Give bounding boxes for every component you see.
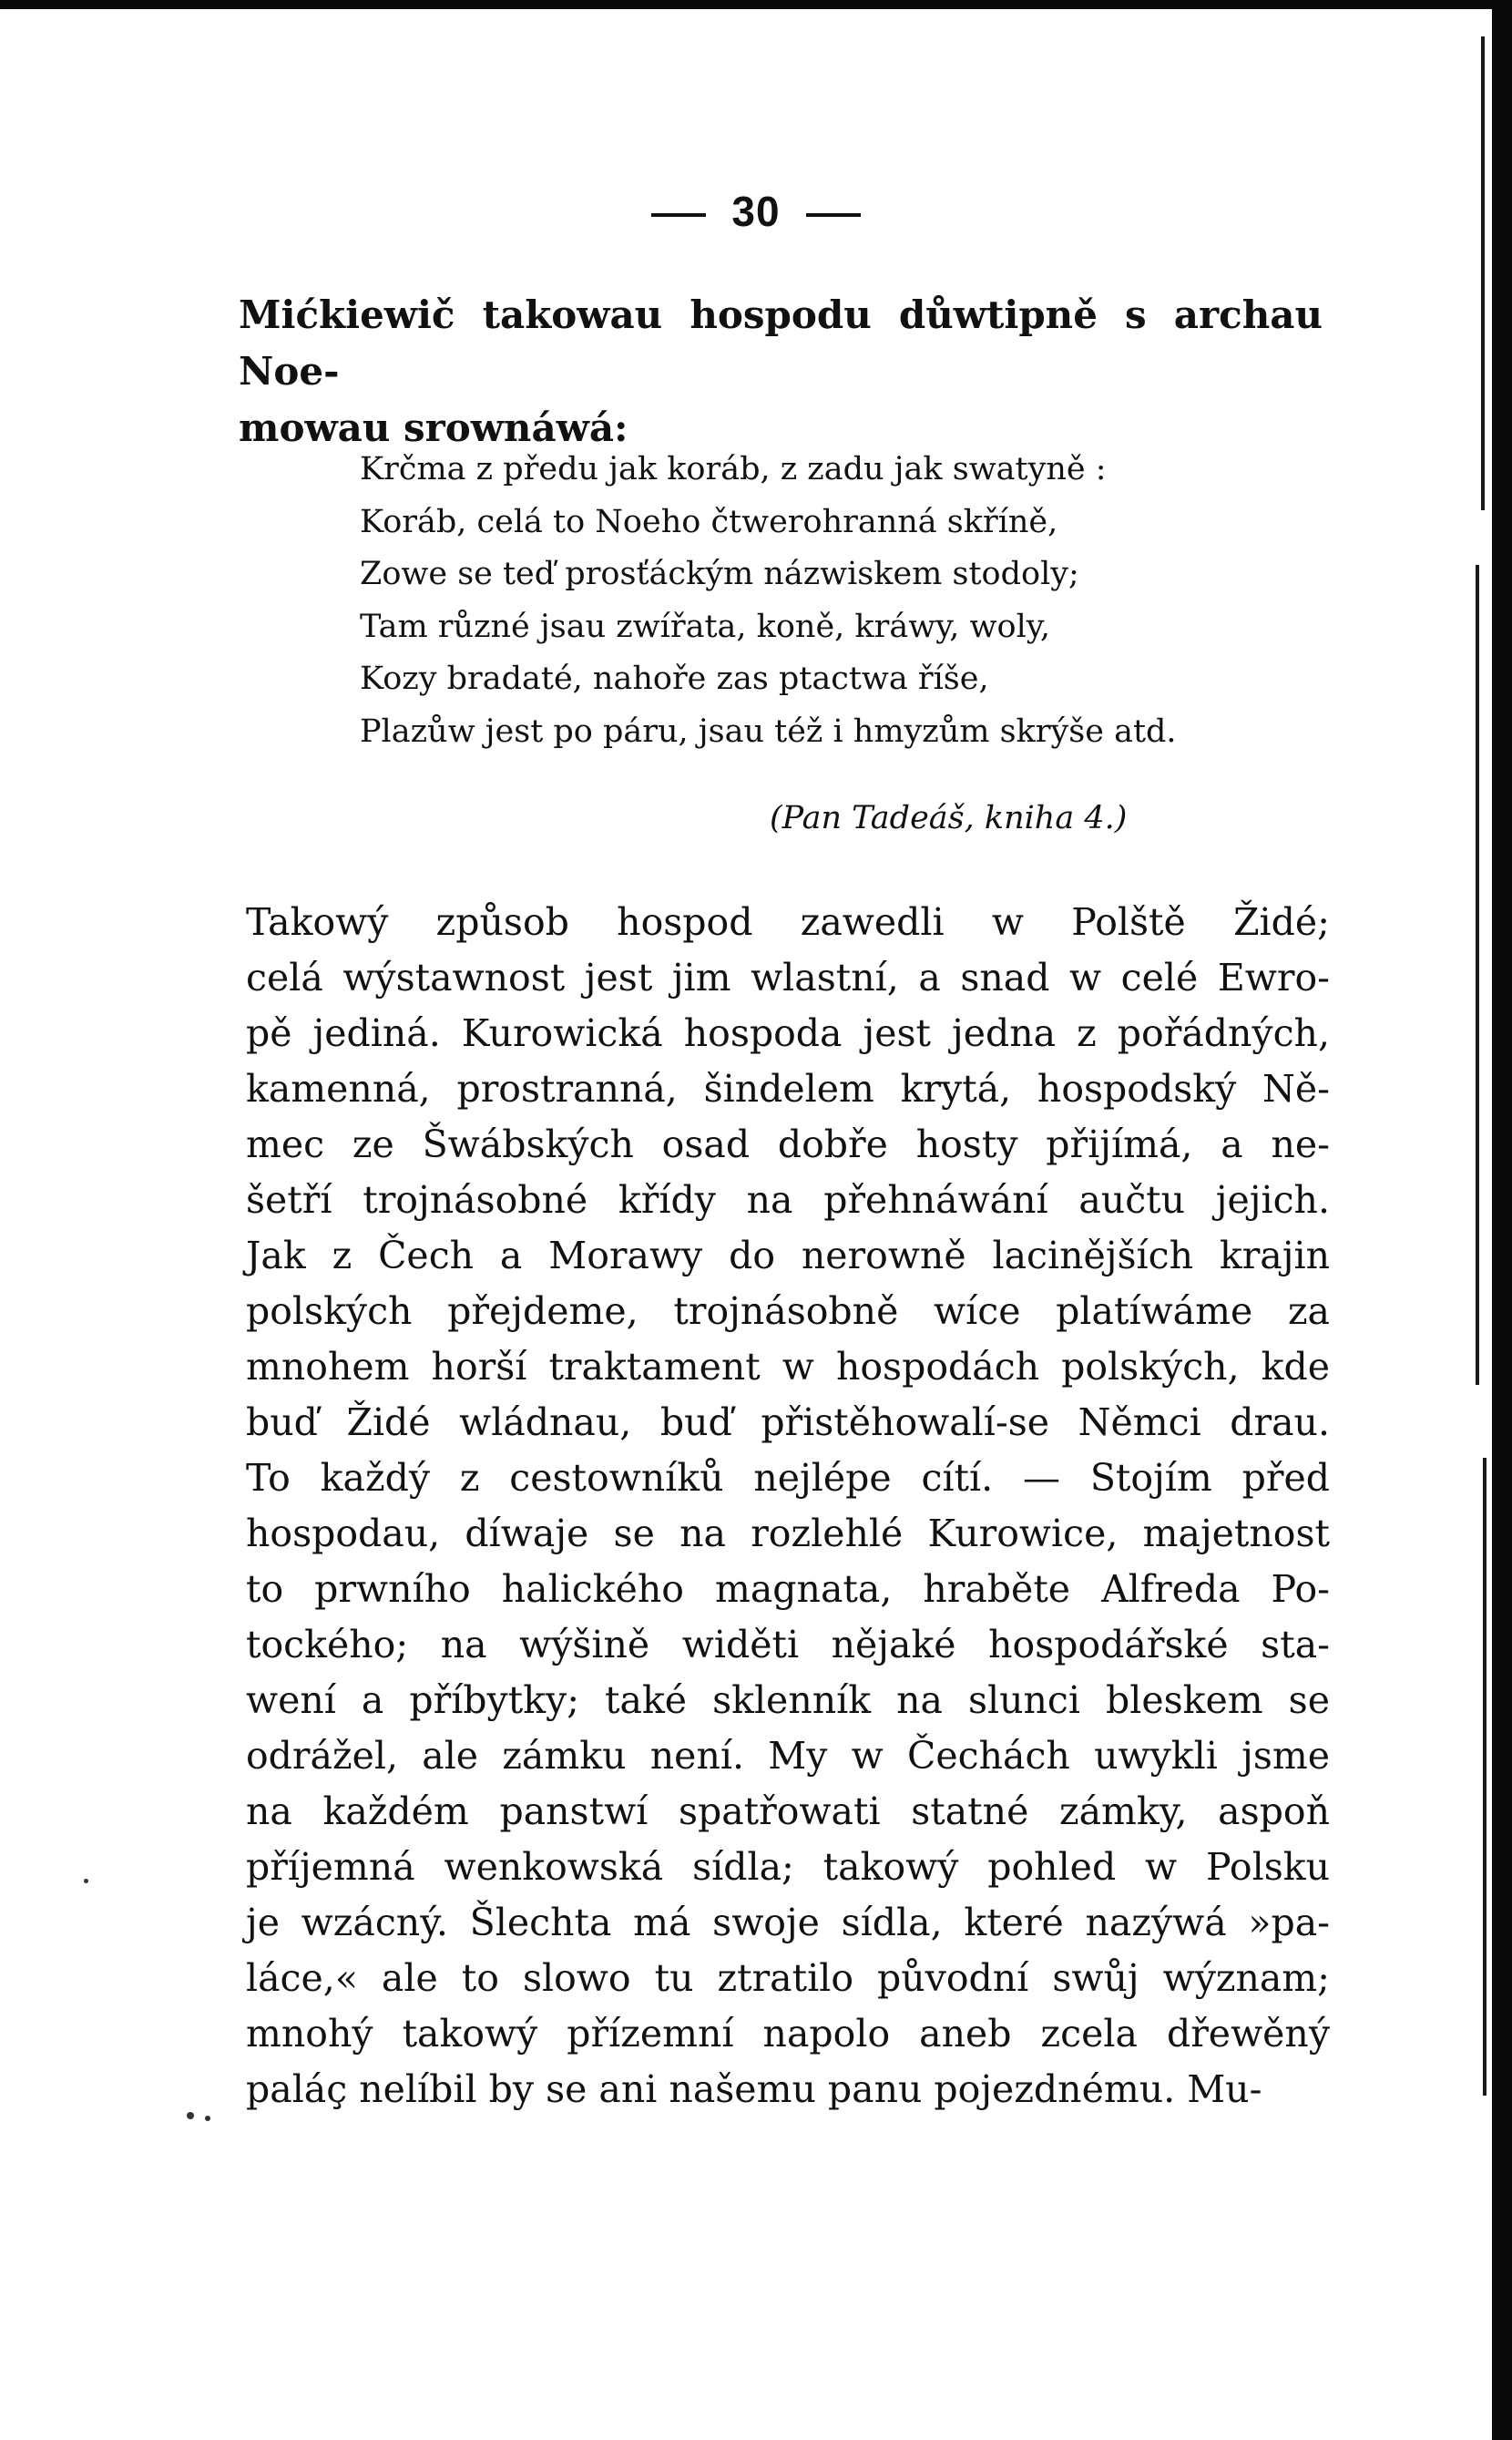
- page-number-value: 30: [731, 188, 781, 235]
- body-line: kamenná, prostranná, šindelem krytá, hospodský Ně-: [246, 1067, 1330, 1111]
- body-line: To každý z cestowníků nejlépe cítí. — Stojím před: [246, 1456, 1330, 1500]
- verse-line: Zowe se teď prosťáckým názwiskem stodoly;: [360, 556, 1079, 592]
- verse-quote: [360, 444, 1289, 758]
- verse-line: Kozy bradaté, nahoře zas ptactwa říše,: [360, 661, 989, 697]
- body-line: šetří trojnásobné křídy na přehnáwání aučtu jejich.: [246, 1178, 1330, 1222]
- body-line: mec ze Šwábských osad dobře hosty přijímá, a ne-: [246, 1123, 1330, 1166]
- body-line: to prwního halického magnata, hraběte Alfreda Po-: [246, 1567, 1330, 1611]
- verse-line: Tam různé jsau zwířata, koně, kráwy, woly,: [360, 608, 1051, 645]
- scan-edge-line: [1483, 1458, 1486, 2096]
- intro-line: Mićkiewič takowau hospodu důwtipně s archau Noe-: [239, 292, 1323, 394]
- body-line: wení a příbytky; také sklenník na slunci bleskem se: [246, 1678, 1330, 1722]
- body-line: Jak z Čech a Morawy do nerowně lacinějších krajin: [246, 1234, 1330, 1277]
- scan-edge-right: [1492, 0, 1512, 2440]
- body-line: pě jediná. Kurowická hospoda jest jedna z pořádných,: [246, 1011, 1330, 1055]
- body-line: mnohý takowý přízemní napolo aneb zcela dřewěný: [246, 2012, 1330, 2056]
- verse-line: Krčma z předu jak koráb, z zadu jak swatyně :: [360, 451, 1107, 487]
- scan-speck: [187, 2112, 194, 2119]
- scan-edge-line: [1481, 36, 1485, 510]
- body-line: mnohem horší traktament w hospodách polských, kde: [246, 1345, 1330, 1389]
- body-line: na každém panstwí spatřowati statné zámky, aspoň: [246, 1789, 1330, 1833]
- body-line: hospodau, díwaje se na rozlehlé Kurowice, majetnost: [246, 1512, 1330, 1555]
- page-number-dash-right: [806, 213, 861, 217]
- scan-speck: [205, 2116, 210, 2121]
- body-line: Takowý způsob hospod zawedli w Polště Židé;: [246, 900, 1330, 944]
- body-line: paláç nelíbil by se ani našemu panu pojezdnému. Mu-: [246, 2067, 1262, 2111]
- body-line: je wzácný. Šlechta má swoje sídla, které nazýwá »pa-: [246, 1901, 1330, 1944]
- scan-edge-top: [0, 0, 1512, 9]
- scan-speck: [84, 1879, 88, 1883]
- body-line: příjemná wenkowská sídla; takowý pohled w Polsku: [246, 1845, 1330, 1889]
- body-line: láce,« ale to slowo tu ztratilo původní swůj wýznam;: [246, 1956, 1330, 2000]
- verse-line: Plazůw jest po páru, jsau též i hmyzům skrýše atd.: [360, 713, 1177, 750]
- body-line: buď Židé wládnau, buď přistěhowalí-se Němci drau.: [246, 1400, 1330, 1444]
- body-paragraph: [246, 895, 1330, 2117]
- page-number-dash-left: [651, 213, 706, 217]
- page-number: [0, 187, 1512, 236]
- verse-citation: (Pan Tadeáš, kniha 4.): [770, 800, 1128, 836]
- scan-edge-line: [1476, 565, 1479, 1385]
- intro-paragraph: [239, 287, 1323, 456]
- body-line: celá wýstawnost jest jim wlastní, a snad w celé Ewro-: [246, 956, 1330, 1000]
- body-line: tockého; na wýšině widěti nějaké hospodářské sta-: [246, 1623, 1330, 1666]
- intro-line: mowau srownáwá:: [239, 405, 628, 450]
- verse-line: Koráb, celá to Noeho čtwerohranná skříně,: [360, 503, 1058, 540]
- body-line: polských přejdeme, trojnásobně wíce platíwáme za: [246, 1289, 1330, 1333]
- body-line: odrážel, ale zámku není. My w Čechách uwykli jsme: [246, 1734, 1330, 1778]
